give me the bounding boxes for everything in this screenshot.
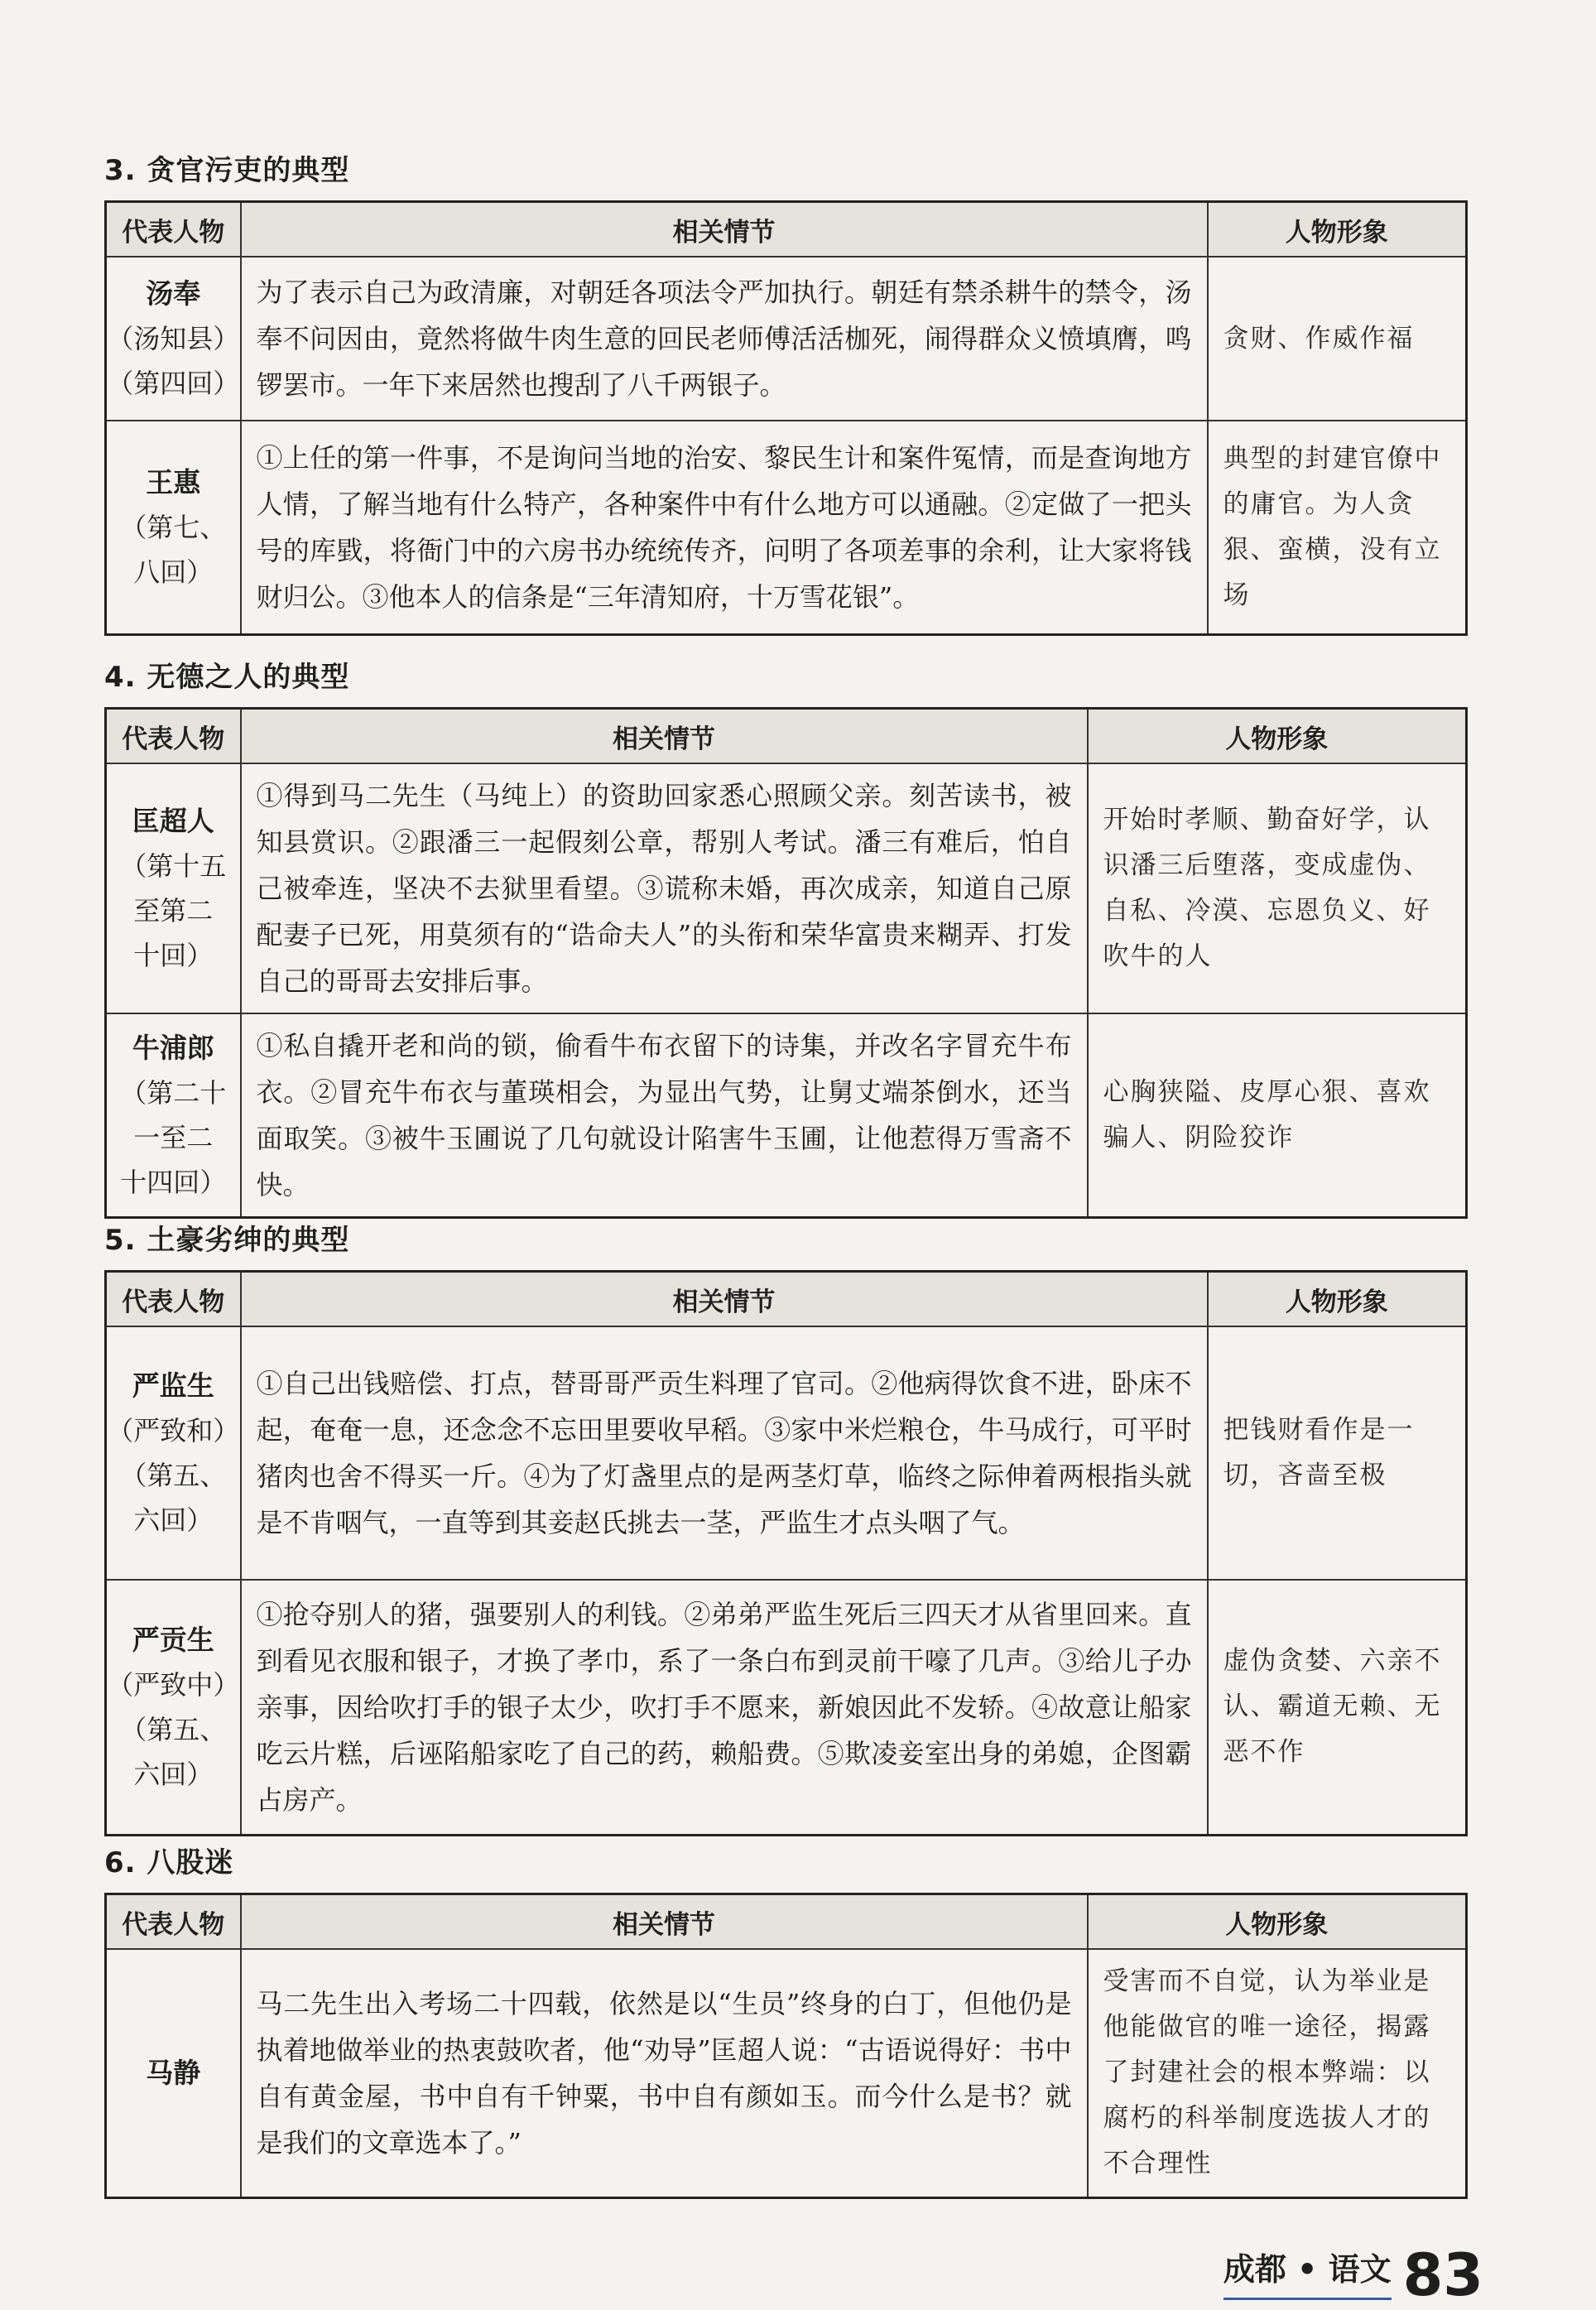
section-title: 6. 八股迷 (104, 1846, 234, 1879)
character-note: 十四回） (120, 1167, 227, 1198)
character-note: （第十五 (120, 850, 227, 882)
table-row (106, 1580, 1467, 1835)
header-plot: 相关情节 (241, 709, 1088, 764)
character-cell (106, 763, 241, 1013)
character-name: 严贡生 (132, 1623, 214, 1656)
section-title: 3. 贪官污吏的典型 (104, 154, 350, 187)
table-row (106, 1326, 1467, 1580)
character-cell (106, 1326, 241, 1580)
plot-cell: ①自己出钱赔偿、打点，替哥哥严贡生料理了官司。②他病得饮食不进，卧床不起，奄奄一息，还念念不忘田里要收早稻。③家中米烂粮仓，牛马成行，可平时猪肉也舍不得买一斤。④为了灯盏里点的是两茎灯草，临终之际伸着两根指头就是不肯咽气，一直等到其妾赵氏挑去一茎，严监生才点头咽了气。 (241, 1326, 1208, 1580)
header-plot: 相关情节 (241, 1272, 1208, 1327)
header-image: 人物形象 (1088, 709, 1467, 764)
header-plot: 相关情节 (241, 202, 1208, 257)
table-row (106, 1949, 1467, 2197)
header-character: 代表人物 (106, 202, 241, 257)
image-cell: 典型的封建官僚中的庸官。为人贪狠、蛮横，没有立场 (1208, 421, 1467, 634)
character-cell (106, 421, 241, 634)
table-immoral (104, 707, 1468, 1219)
character-name: 王惠 (146, 465, 201, 498)
character-name: 汤奉 (146, 277, 201, 310)
character-name: 严监生 (132, 1369, 214, 1402)
header-plot: 相关情节 (241, 1894, 1088, 1950)
footer-brand: 成都 • 语文 (1223, 2244, 1392, 2300)
character-cell (106, 1013, 241, 1218)
character-note: （第七、 (120, 511, 227, 543)
image-cell: 开始时孝顺、勤奋好学，认识潘三后堕落，变成虚伪、自私、冷漠、忘恩负义、好吹牛的人 (1088, 763, 1467, 1013)
table-row (106, 421, 1467, 634)
plot-cell: ①得到马二先生（马纯上）的资助回家悉心照顾父亲。刻苦读书，被知县赏识。②跟潘三一起假刻公章，帮别人考试。潘三有难后，怕自己被牵连，坚决不去狱里看望。③谎称未婚，再次成亲，知道自己原配妻子已死，用莫须有的“诰命夫人”的头衔和荣华富贵来糊弄、打发自己的哥哥去安排后事。 (241, 763, 1088, 1013)
character-note: （第五、 (120, 1713, 227, 1745)
section-title: 5. 土豪劣绅的典型 (104, 1224, 350, 1257)
table-header (106, 202, 1467, 257)
character-note: 至第二 (133, 895, 214, 926)
character-note: 六回） (133, 1504, 214, 1536)
image-cell: 受害而不自觉，认为举业是他能做官的唯一途径，揭露了封建社会的根本弊端：以腐朽的科举制度选拔人才的不合理性 (1088, 1949, 1467, 2197)
table-header (106, 1894, 1467, 1950)
character-note: （第四回） (107, 368, 240, 399)
character-name: 马静 (146, 2056, 201, 2089)
header-image: 人物形象 (1208, 1272, 1467, 1327)
character-note: 六回） (133, 1758, 214, 1790)
character-note: （严致中） (107, 1668, 240, 1701)
character-note: （第二十 (120, 1077, 227, 1109)
section-title: 4. 无德之人的典型 (104, 661, 350, 694)
image-cell: 虚伪贪婪、六亲不认、霸道无赖、无恶不作 (1208, 1580, 1467, 1835)
image-cell: 贪财、作威作福 (1208, 257, 1467, 421)
character-name: 匡超人 (132, 805, 214, 837)
image-cell: 心胸狭隘、皮厚心狠、喜欢骗人、阴险狡诈 (1088, 1013, 1467, 1218)
character-name: 牛浦郎 (132, 1032, 214, 1064)
page-number: 83 (1402, 2241, 1483, 2309)
character-note: 一至二 (133, 1122, 214, 1153)
character-note: （第五、 (120, 1460, 227, 1491)
plot-cell: ①抢夺别人的猪，强要别人的利钱。②弟弟严监生死后三四天才从省里回来。直到看见衣服和银子，才换了孝巾，系了一条白布到灵前干嚎了几声。③给儿子办亲事，因给吹打手的银子太少，吹打手不愿来，新娘因此不发轿。④故意让船家吃云片糕，后诬陷船家吃了自己的药，赖船费。⑤欺凌妾室出身的弟媳，企图霸占房产。 (241, 1580, 1208, 1835)
image-cell: 把钱财看作是一切，吝啬至极 (1208, 1326, 1467, 1580)
header-character: 代表人物 (106, 1272, 241, 1327)
character-note: 十回） (133, 940, 214, 971)
header-character: 代表人物 (106, 1894, 241, 1950)
page-footer (1223, 2241, 1483, 2309)
table-local-tyrants (104, 1270, 1468, 1836)
plot-cell: 为了表示自己为政清廉，对朝廷各项法令严加执行。朝廷有禁杀耕牛的禁令，汤奉不问因由，竟然将做牛肉生意的回民老师傅活活枷死，闹得群众义愤填膺，鸣锣罢市。一年下来居然也搜刮了八千两银子。 (241, 257, 1208, 421)
character-cell (106, 1949, 241, 2197)
table-row (106, 763, 1467, 1013)
table-row (106, 1013, 1467, 1218)
plot-cell: ①上任的第一件事，不是询问当地的治安、黎民生计和案件冤情，而是查询地方人情，了解当地有什么特产，各种案件中有什么地方可以通融。②定做了一把头号的库戥，将衙门中的六房书办统统传齐，问明了各项差事的余利，让大家将钱财归公。③他本人的信条是“三年清知府，十万雪花银”。 (241, 421, 1208, 634)
header-image: 人物形象 (1088, 1894, 1467, 1950)
character-note: 八回） (133, 556, 214, 588)
character-note: （严致和） (107, 1415, 240, 1446)
table-corrupt-officials (104, 200, 1468, 636)
character-cell (106, 1580, 241, 1835)
table-row (106, 257, 1467, 421)
table-header (106, 1272, 1467, 1327)
header-image: 人物形象 (1208, 202, 1467, 257)
table-eight-legged-essay (104, 1893, 1468, 2199)
character-note: （汤知县） (107, 323, 240, 354)
character-cell (106, 257, 241, 421)
plot-cell: 马二先生出入考场二十四载，依然是以“生员”终身的白丁，但他仍是执着地做举业的热衷鼓吹者，他“劝导”匡超人说：“古语说得好：书中自有黄金屋，书中自有千钟粟，书中自有颜如玉。而今什么是书？就是我们的文章选本了。” (241, 1949, 1088, 2197)
table-header (106, 709, 1467, 764)
header-character: 代表人物 (106, 709, 241, 764)
plot-cell: ①私自撬开老和尚的锁，偷看牛布衣留下的诗集，并改名字冒充牛布衣。②冒充牛布衣与董瑛相会，为显出气势，让舅丈端茶倒水，还当面取笑。③被牛玉圃说了几句就设计陷害牛玉圃，让他惹得万雪斋不快。 (241, 1013, 1088, 1218)
